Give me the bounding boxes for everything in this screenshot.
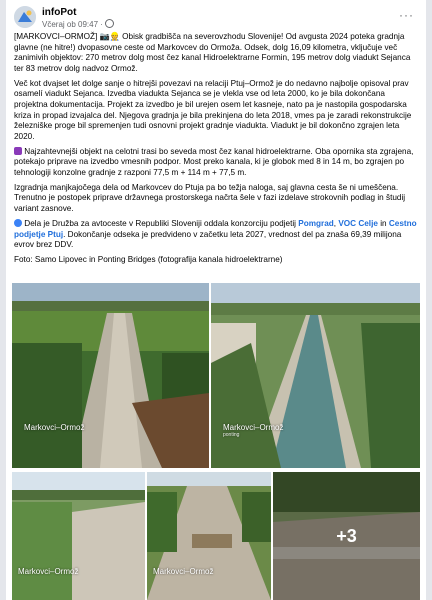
voc-celje-link[interactable]: VOC Celje: [338, 219, 378, 229]
author-name[interactable]: infoPot: [42, 7, 77, 18]
info-emoji-icon: [14, 219, 22, 227]
more-options-icon[interactable]: ···: [399, 8, 414, 22]
paragraph-history: Več kot dvajset let dolge sanje o hitrejši povezavi na relaciji Ptuj–Ormož je do nedavno najbolje opisoval prav osamelí viadukt Sejanca. Izvedba viadukta Sejanca se je vlekla vse od leta 2000, ko je bila dokončana projektna dokumentacija. Projekt za izvedbo je bil urejen osem let kasneje, nato pa je nastopila gospodarska kriza in propad izvajalca del. Njegova gradnja je bila prekinjena do leta 2018, vmes pa je zaradi rekonstrukcije železniške proge bil spremenjen tudi osnovni projekt gradnje viadukta. Viadukt je bil dokončno zgrajen leta 2020.: [14, 78, 412, 141]
photo-watermark: Markovci–Ormož: [153, 567, 214, 576]
globe-icon: [105, 19, 114, 28]
post-timestamp[interactable]: Včeraj ob 09:47 ·: [42, 19, 114, 29]
paragraph-contractors: Dela je Družba za avtoceste v Republiki Sloveniji oddala konzorciju podjetij Pomgrad, VOC Celje in Cestno podjetje Ptuj. Dokončanje odseka je predvideno v začetku leta 2027, vrednost del pa znaša 69,39 milijona evrov brez DDV.: [14, 219, 417, 250]
photo-watermark: Markovci–Ormož ponting: [223, 423, 284, 438]
pomgrad-link[interactable]: Pomgrad: [298, 219, 334, 229]
photo-watermark: Markovci–Ormož: [18, 567, 79, 576]
paragraph-intro: [MARKOVCI–ORMOŽ] 📷👷 Obisk gradbišča na severovzhodu Slovenije! Od avgusta 2024 poteka gradnja glavne (ne hitre!) dvopasovne ceste od Markovcev do Ormoža. Odsek, dolg 16,09 kilometra, vključuje več zanimivih objektov: 270 metrov dolg most čez kanal Hidroelektrarne Formin, 195 metrov dolg viadukt Sejanca ter 83 metrov dolg nadvoz Ormož.: [14, 32, 411, 73]
avatar[interactable]: [14, 6, 36, 28]
photo-road-aerial[interactable]: [12, 283, 209, 468]
page-background-right: [426, 0, 432, 600]
construction-emoji-icon: [14, 147, 22, 155]
photo-construction-site[interactable]: [147, 472, 271, 600]
post-text: [14, 32, 420, 270]
photo-more[interactable]: [273, 472, 420, 600]
photo-watermark: Markovci–Ormož: [24, 423, 85, 432]
more-photos-overlay[interactable]: +3: [273, 472, 420, 600]
photo-road-field[interactable]: [12, 472, 145, 600]
photo-canal[interactable]: [211, 283, 420, 468]
post-header: [14, 6, 418, 32]
post-card: [6, 0, 426, 600]
paragraph-missing-section: Izgradnja manjkajočega dela od Markovcev do Ptuja pa bo težja naloga, saj glavna cesta še ni umeščena. Trenutno je postopek priprave državnega prostorskega načrta šele v fazi izdelave strokovnih podlag in študij variant zasnove.: [14, 182, 406, 214]
paragraph-photo-credit: Foto: Samo Lipovec in Ponting Bridges (fotografija kanala hidroelektrarne): [14, 255, 283, 265]
paragraph-bridge: Najzahtevnejši objekt na celotni trasi bo seveda most čez kanal hidroelektrarne. Oba opornika sta zgrajena, potekajo priprave na izvedbo vmesnih podpor. Most preko kanala, ki je globok med 8 in 14 m, bo zgrajen po tehnologiji konzolne gradnje z razponi 77,5 m + 114 m + 77,5 m.: [14, 146, 414, 177]
cestno-podjetje-ptuj-link[interactable]: Cestno podjetje Ptuj: [14, 219, 417, 239]
